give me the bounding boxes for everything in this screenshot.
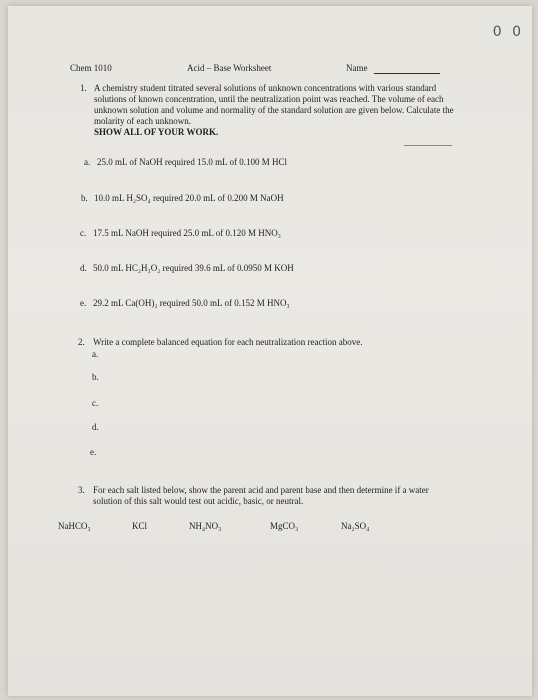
item-label: d.: [80, 263, 87, 273]
question-2b: b.: [92, 372, 99, 382]
item-text: 50.0 mL HC₂H₃O₂ required 39.6 mL of 0.0950 M KOH: [93, 263, 294, 273]
item-text: 29.2 mL Ca(OH)₂ required 50.0 mL of 0.152 M HNO₃: [93, 298, 290, 308]
question-1-instruction: SHOW ALL OF YOUR WORK.: [94, 127, 219, 137]
corner-mark: 0 0: [492, 24, 524, 40]
item-label: c.: [80, 228, 87, 238]
salt-na2so4: Na₂SO₄: [341, 521, 370, 531]
question-1a: [84, 157, 287, 167]
worksheet-title: Acid – Base Worksheet: [187, 63, 272, 73]
question-2c: c.: [92, 398, 99, 408]
question-1-number: 1.: [80, 83, 87, 93]
question-2d: d.: [92, 422, 99, 432]
question-1b: [81, 193, 284, 203]
name-line: [374, 73, 440, 74]
question-3-number: 3.: [78, 485, 85, 495]
question-2-prompt: Write a complete balanced equation for each neutralization reaction above.: [93, 337, 363, 347]
question-2-number: 2.: [78, 337, 85, 347]
salt-kcl: KCl: [132, 521, 148, 531]
salt-nahco3: NaHCO₃: [58, 521, 91, 531]
item-label: e.: [80, 298, 87, 308]
question-1e: [80, 298, 290, 308]
question-1-prompt: A chemistry student titrated several solutions of unknown concentrations with various standard solutions of known concentration, until the neutralization point was reached. The volume of each unknown solution and volume and normality of the standard solution are given below. Calculate the molarity of each unknown.: [94, 83, 454, 126]
question-3-prompt: For each salt listed below, show the parent acid and parent base and then determine if a water solution of this salt would test out acidic, basic, or neutral.: [93, 485, 429, 506]
question-2: [78, 337, 458, 348]
item-text: 10.0 mL H₂SO₄ required 20.0 mL of 0.200 M NaOH: [94, 193, 284, 203]
item-text: 17.5 mL NaOH required 25.0 mL of 0.120 M HNO₃: [93, 228, 281, 238]
item-label: b.: [81, 193, 88, 203]
salt-mgco3: MgCO₃: [270, 521, 299, 531]
item-text: 25.0 mL of NaOH required 15.0 mL of 0.100 M HCl: [97, 157, 288, 167]
item-label: a.: [84, 157, 91, 167]
question-2e: e.: [90, 447, 97, 457]
question-1: [80, 83, 460, 138]
question-3: [78, 485, 458, 507]
question-1c: [80, 228, 281, 238]
course-label: Chem 1010: [70, 63, 112, 73]
name-label: Name: [346, 63, 368, 73]
question-2a: a.: [92, 349, 99, 359]
salt-nh4no3: NH₄NO₃: [189, 521, 222, 531]
question-1d: [80, 263, 294, 273]
pen-mark: [404, 145, 452, 146]
